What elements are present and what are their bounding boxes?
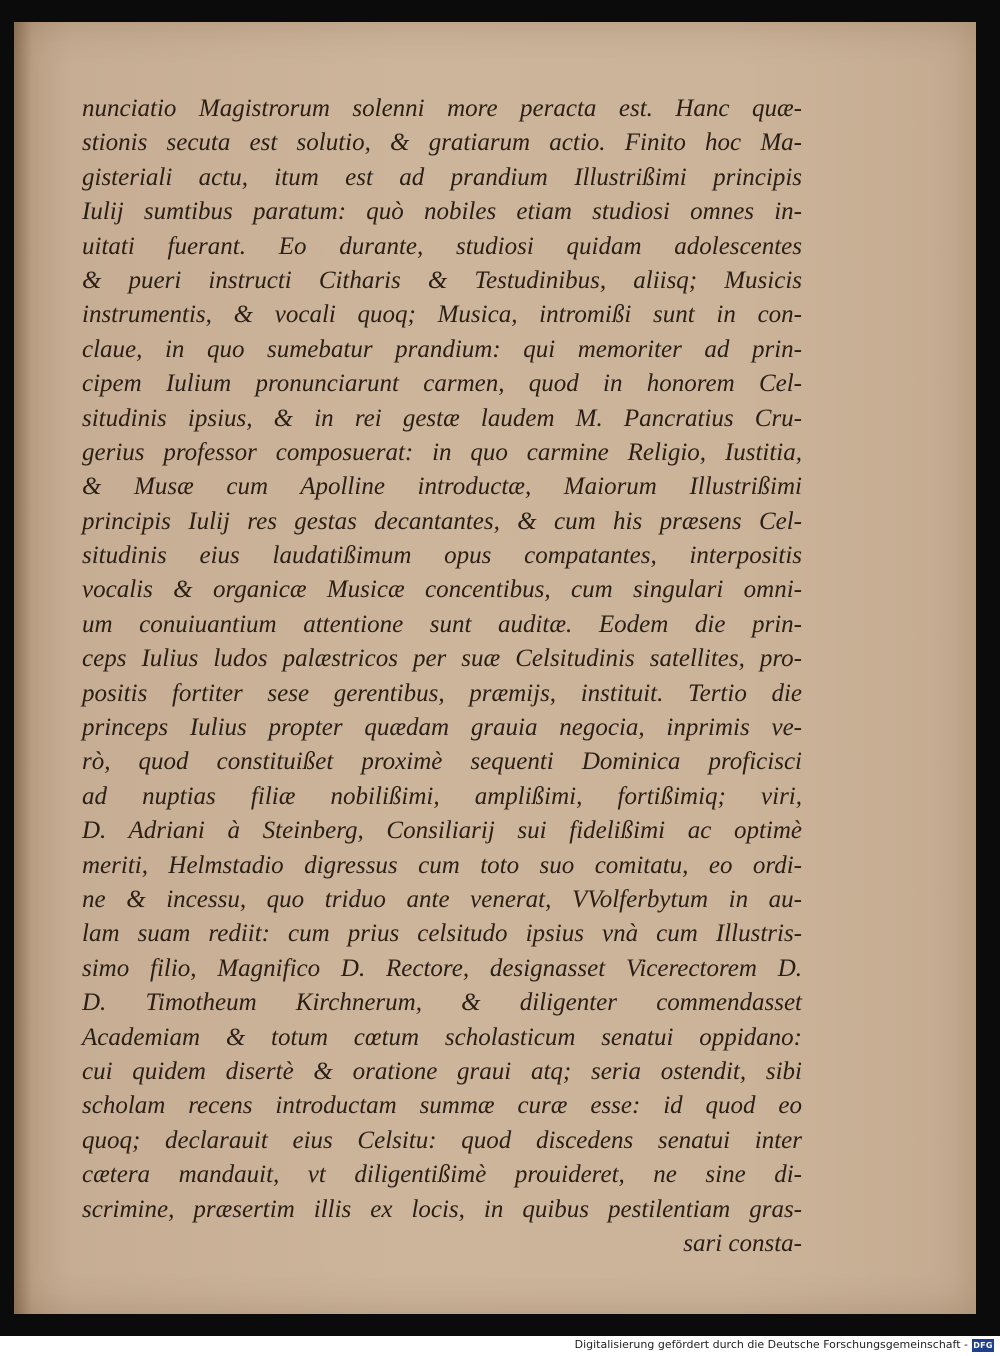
- text-line: D. Timotheum Kirchnerum, & diligenter commendasset: [82, 989, 802, 1017]
- text-line: Academiam & totum cœtum scholasticum senatui oppidano:: [82, 1023, 802, 1051]
- text-line: lam suam rediit: cum prius celsitudo ipsius vnà cum Illustris-: [82, 920, 802, 948]
- text-line: ne & incessu, quo triduo ante venerat, VVolferbytum in au-: [82, 885, 802, 913]
- text-line: positis fortiter sese gerentibus, præmijs, instituit. Tertio die: [82, 679, 802, 707]
- text-line: uitati fuerant. Eo durante, studiosi quidam adolescentes: [82, 232, 802, 260]
- text-line: ad nuptias filiæ nobilißimi, amplißimi, fortißimiq; viri,: [82, 782, 802, 810]
- text-line: gisteriali actu, itum est ad prandium Illustrißimi principis: [82, 163, 802, 191]
- text-line: cætera mandauit, vt diligentißimè prouideret, ne sine di-: [82, 1161, 802, 1189]
- text-line: cui quidem disertè & oratione graui atq; seria ostendit, sibi: [82, 1057, 802, 1085]
- page-text: [82, 92, 802, 1261]
- text-line: ceps Iulius ludos palæstricos per suæ Celsitudinis satellites, pro-: [82, 645, 802, 673]
- text-line: stionis secuta est solutio, & gratiarum actio. Finito hoc Ma-: [82, 129, 802, 157]
- footer-bar: [0, 1336, 1000, 1356]
- text-line: meriti, Helmstadio digressus cum toto suo comitatu, eo ordi-: [82, 851, 802, 879]
- text-line: & Musæ cum Apolline introductæ, Maiorum Illustrißimi: [82, 473, 802, 501]
- text-line: sari consta-: [683, 1229, 802, 1257]
- text-line: D. Adriani à Steinberg, Consiliarij sui fidelißimi ac optimè: [82, 817, 802, 845]
- text-line: quoq; declarauit eius Celsitu: quod discedens senatui inter: [82, 1126, 802, 1154]
- text-line: gerius professor composuerat: in quo carmine Religio, Iustitia,: [82, 438, 802, 466]
- text-line: vocalis & organicæ Musicæ concentibus, cum singulari omni-: [82, 576, 802, 604]
- text-line: rò, quod constituißet proximè sequenti Dominica proficisci: [82, 748, 802, 776]
- text-line: situdinis eius laudatißimum opus compatantes, interpositis: [82, 542, 802, 570]
- text-line: scrimine, præsertim illis ex locis, in quibus pestilentiam gras-: [82, 1195, 802, 1223]
- text-line: um conuiuantium attentione sunt auditæ. Eodem die prin-: [82, 610, 802, 638]
- text-line: scholam recens introductam summæ curæ esse: id quod eo: [82, 1092, 802, 1120]
- funding-credit: Digitalisierung gefördert durch die Deutsche Forschungsgemeinschaft -: [574, 1338, 968, 1351]
- text-line: claue, in quo sumebatur prandium: qui memoriter ad prin-: [82, 335, 802, 363]
- text-line: Iulij sumtibus paratum: quò nobiles etiam studiosi omnes in-: [82, 198, 802, 226]
- text-line: situdinis ipsius, & in rei gestæ laudem M. Pancratius Cru-: [82, 404, 802, 432]
- text-line: princeps Iulius propter quædam grauia negocia, inprimis ve-: [82, 714, 802, 742]
- dfg-logo: DFG: [973, 1341, 993, 1350]
- text-line: cipem Iulium pronunciarunt carmen, quod in honorem Cel-: [82, 370, 802, 398]
- book-page: [14, 22, 976, 1314]
- text-line: nunciatio Magistrorum solenni more peracta est. Hanc quæ-: [82, 95, 802, 122]
- text-line: simo filio, Magnifico D. Rectore, designasset Vicerectorem D.: [82, 954, 802, 982]
- text-line: principis Iulij res gestas decantantes, & cum his præsens Cel-: [82, 507, 802, 535]
- text-line: instrumentis, & vocali quoq; Musica, intromißi sunt in con-: [82, 301, 802, 329]
- text-line: & pueri instructi Citharis & Testudinibus, aliisq; Musicis: [82, 266, 802, 294]
